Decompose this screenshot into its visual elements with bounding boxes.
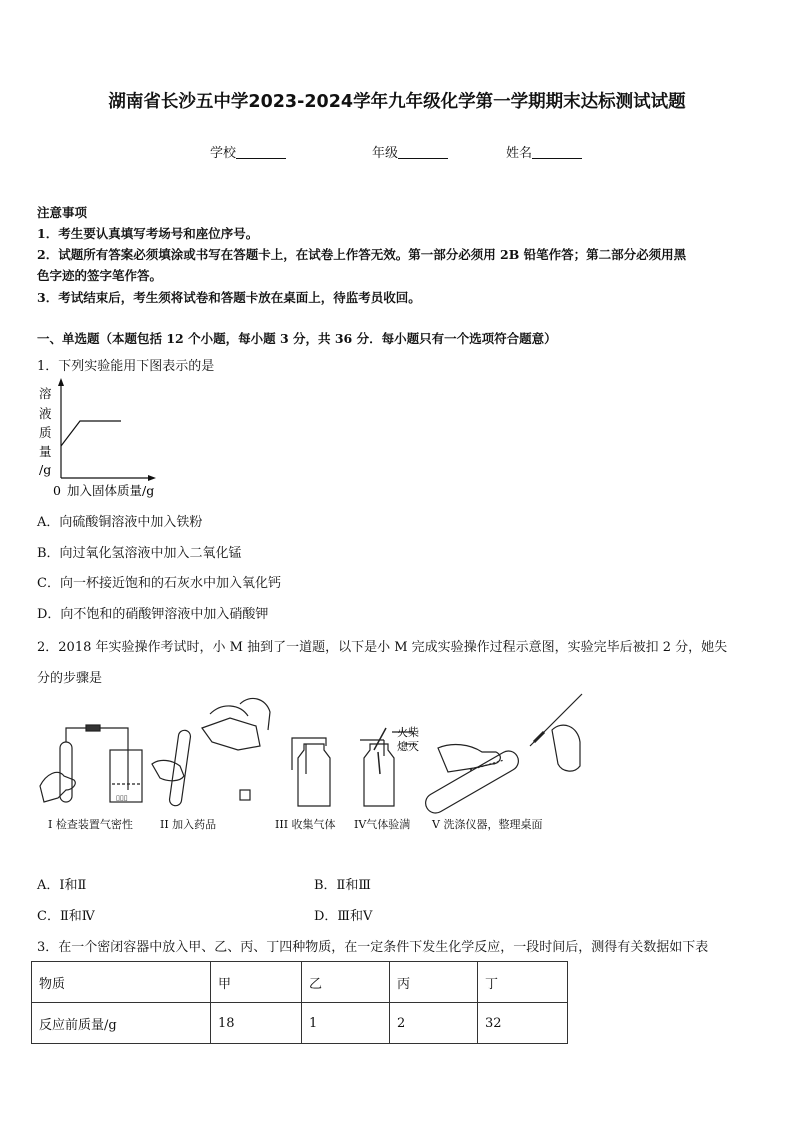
school-blank: [236, 146, 286, 159]
notice-item: 3．考试结束后，考生须将试卷和答题卡放在桌面上，待监考员收回。: [37, 290, 421, 305]
table-cell: 乙: [302, 962, 390, 1003]
question-1-stem: 1．下列实验能用下图表示的是: [37, 359, 215, 374]
grade-field: [372, 142, 448, 161]
table-cell: 18: [211, 1003, 302, 1044]
step-3-apparatus: [292, 738, 330, 806]
step-5-apparatus: [422, 694, 582, 815]
q1-origin: 0: [53, 483, 61, 498]
match-label-2: 熄灭: [397, 740, 419, 753]
step-2-apparatus: [152, 698, 270, 806]
table-cell: 甲: [211, 962, 302, 1003]
q1-ylabel-char: 液: [39, 406, 52, 421]
q1-option-c: C．向一杯接近饱和的石灰水中加入氧化钙: [37, 576, 281, 591]
q2-option-c: C．Ⅱ和Ⅳ: [37, 909, 95, 924]
table-row: [32, 1003, 568, 1044]
question-3-stem: 3．在一个密闭容器中放入甲、乙、丙、丁四种物质，在一定条件下发生化学反应，一段时间后，测得有关数据如下表: [37, 940, 709, 955]
name-blank: [532, 146, 582, 159]
section-heading: 一、单选题（本题包括 12 个小题，每小题 3 分，共 36 分．每小题只有一个选项符合题意）: [37, 331, 557, 346]
step-1-apparatus: [40, 725, 142, 802]
page-title: 湖南省长沙五中学2023-2024学年九年级化学第一学期期末达标测试试题: [108, 92, 686, 112]
step-4-caption: IV气体验满: [354, 818, 411, 831]
notice-item: 2．试题所有答案必须填涂或书写在答题卡上，在试卷上作答无效。第一部分必须用 2B 铅笔作答；第二部分必须用黑: [37, 247, 687, 262]
table-cell: 1: [302, 1003, 390, 1044]
grade-blank: [398, 146, 448, 159]
q1-option-d: D．向不饱和的硝酸钾溶液中加入硝酸钾: [37, 607, 269, 622]
table-cell: 丙: [390, 962, 478, 1003]
name-label: 姓名: [506, 146, 533, 161]
notice-item: 1．考生要认真填写考场号和座位序号。: [37, 226, 259, 241]
table-row: [32, 962, 568, 1003]
table-cell: 2: [390, 1003, 478, 1044]
table-cell: 32: [478, 1003, 568, 1044]
q2-illustration: [34, 690, 604, 815]
table-cell: 反应前质量/g: [32, 1003, 211, 1044]
notice-heading: 注意事项: [37, 205, 88, 220]
q2-option-a: A．Ⅰ和Ⅱ: [37, 878, 87, 893]
step-3-caption: III 收集气体: [275, 818, 336, 831]
step-5-caption: V 洗涤仪器，整理桌面: [432, 818, 543, 831]
q1-ylabel-char: /g: [39, 462, 52, 477]
table-cell: 物质: [32, 962, 211, 1003]
q1-option-b: B．向过氧化氢溶液中加入二氧化锰: [37, 546, 242, 561]
q2-option-b: B．Ⅱ和Ⅲ: [314, 878, 371, 893]
match-label: 火柴: [397, 726, 419, 739]
q1-graph-curve: [61, 421, 121, 446]
q1-ylabel-char: 质: [39, 425, 52, 440]
q1-option-a: A．向硫酸铜溶液中加入铁粉: [37, 515, 203, 530]
name-field: [506, 142, 582, 161]
question-2-stem: 2．2018 年实验操作考试时，小 M 抽到了一道题，以下是小 M 完成实验操作过程示意图，实验完毕后被扣 2 分，她失: [37, 640, 728, 655]
school-label: 学校: [210, 146, 237, 161]
q1-ylabel-char: 量: [39, 444, 52, 459]
q3-data-table: [31, 961, 568, 1044]
step-2-caption: II 加入药品: [160, 818, 217, 831]
q1-xlabel: 加入固体质量/g: [67, 483, 155, 498]
notice-item: 色字迹的签字笔作答。: [37, 268, 163, 283]
grade-label: 年级: [372, 146, 399, 161]
svg-text:▯▯▯: ▯▯▯: [116, 794, 128, 802]
q2-option-d: D．Ⅲ和Ⅴ: [314, 909, 373, 924]
table-cell: 丁: [478, 962, 568, 1003]
step-1-caption: I 检查装置气密性: [48, 818, 133, 831]
question-2-stem-cont: 分的步骤是: [37, 671, 103, 686]
school-field: [210, 142, 286, 161]
q1-graph: [34, 378, 174, 503]
q1-ylabel-char: 溶: [39, 386, 52, 401]
